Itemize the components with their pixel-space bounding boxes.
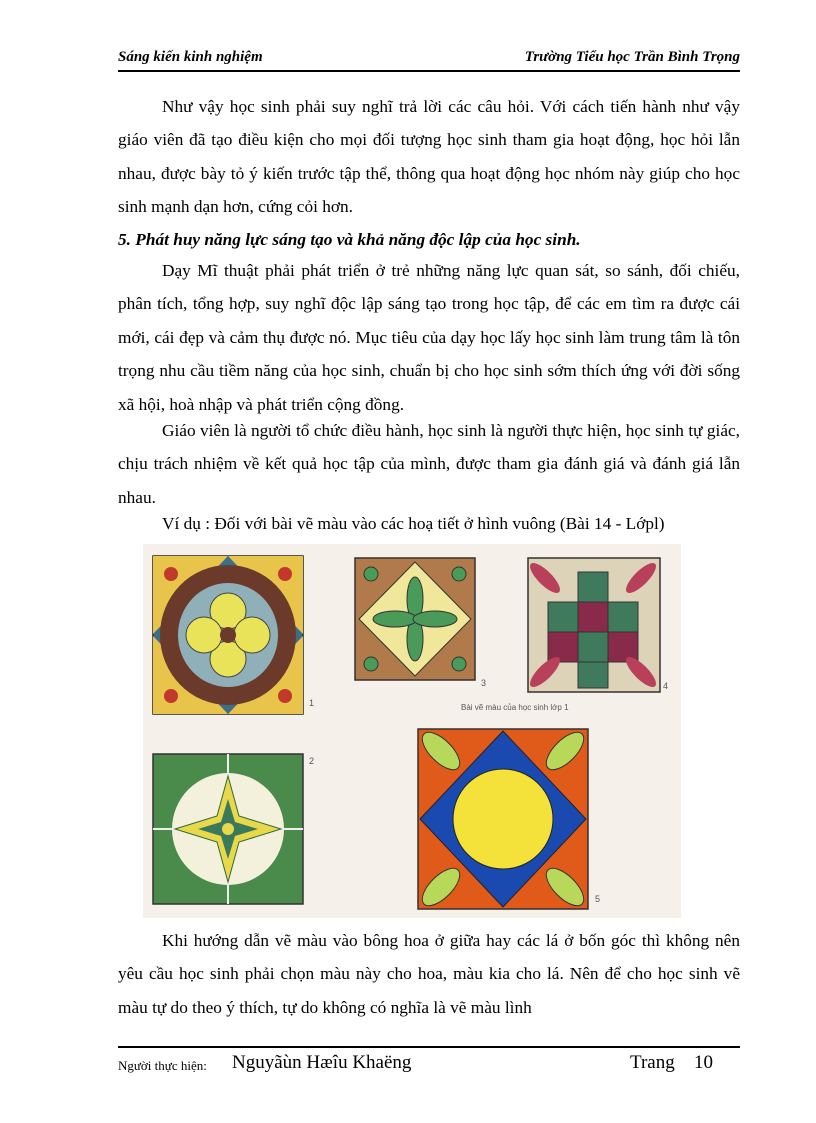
page-footer: [118, 1050, 740, 1080]
artwork-1: [153, 556, 314, 714]
page-header: [118, 48, 740, 72]
author-label: Người thực hiện:: [118, 1058, 207, 1073]
paragraph-2: Dạy Mĩ thuật phải phát triển ở trẻ những năng lực quan sát, so sánh, đối chiếu, phân tích, tổng hợp, suy nghĩ độc lập sáng tạo trong học tập, để các em tìm ra được cái mới, cái đẹp và cảm thụ được nó. Mục tiêu của dạy học lấy học sinh làm trung tâm là tôn trọng nhu cầu tiềm năng của học sinh, chuẩn bị cho học sinh sớm thích ứng với đời sống xã hội, hoà nhập và phát triển cộng đồng.: [118, 261, 740, 414]
example-line: Ví dụ : Đối với bài vẽ màu vào các hoạ tiết ở hình vuông (Bài 14 - Lớpl): [162, 514, 665, 533]
header-right-text: Trường Tiểu học Trần Bình Trọng: [524, 49, 740, 65]
figure-caption: Bài vẽ màu của học sinh lớp 1: [461, 703, 569, 712]
author-name: Nguyãùn Hæîu Khaëng: [232, 1052, 412, 1073]
paragraph-3: Giáo viên là người tổ chức điều hành, học sinh là người thực hiện, học sinh tự giác, chịu trách nhiệm về kết quả học tập của mình, được tham gia đánh giá và đánh giá lẫn nhau.: [118, 421, 740, 507]
label-4: 4: [663, 681, 669, 691]
paragraph-4: Khi hướng dẫn vẽ màu vào bông hoa ở giữa hay các lá ở bốn góc thì không nên yêu cầu học sinh phải chọn màu này cho hoa, màu kia cho lá. Nên để cho học sinh vẽ màu tự do theo ý thích, tự do không có nghĩa là vẽ màu lình: [118, 931, 740, 1017]
label-1: 1: [309, 698, 315, 708]
artwork-3: [355, 558, 486, 688]
artwork-2: [153, 754, 314, 904]
artwork-4: [526, 558, 668, 692]
label-5: 5: [595, 894, 601, 904]
header-left-text: Sáng kiến kinh nghiệm: [118, 49, 263, 65]
footer-divider: [118, 1046, 740, 1048]
label-2: 2: [309, 756, 315, 766]
artwork-5: [416, 726, 600, 911]
paragraph-1: Như vậy học sinh phải suy nghĩ trả lời các câu hỏi. Với cách tiến hành như vậy giáo viên đã tạo điều kiện cho mọi đối tượng học sinh tham gia hoạt động, học hỏi lẫn nhau, được bày tỏ ý kiến trước tập thể, thông qua hoạt động học nhóm này giúp cho học sinh mạnh dạn hơn, cứng cỏi hơn.: [118, 97, 740, 217]
section-heading: 5. Phát huy năng lực sáng tạo và khả năng độc lập của học sinh.: [118, 230, 581, 249]
label-3: 3: [481, 678, 487, 688]
page-number: 10: [694, 1052, 713, 1073]
student-artwork-figure: [143, 544, 681, 918]
page-label: Trang: [630, 1052, 675, 1073]
artwork-illustration: [143, 544, 681, 918]
